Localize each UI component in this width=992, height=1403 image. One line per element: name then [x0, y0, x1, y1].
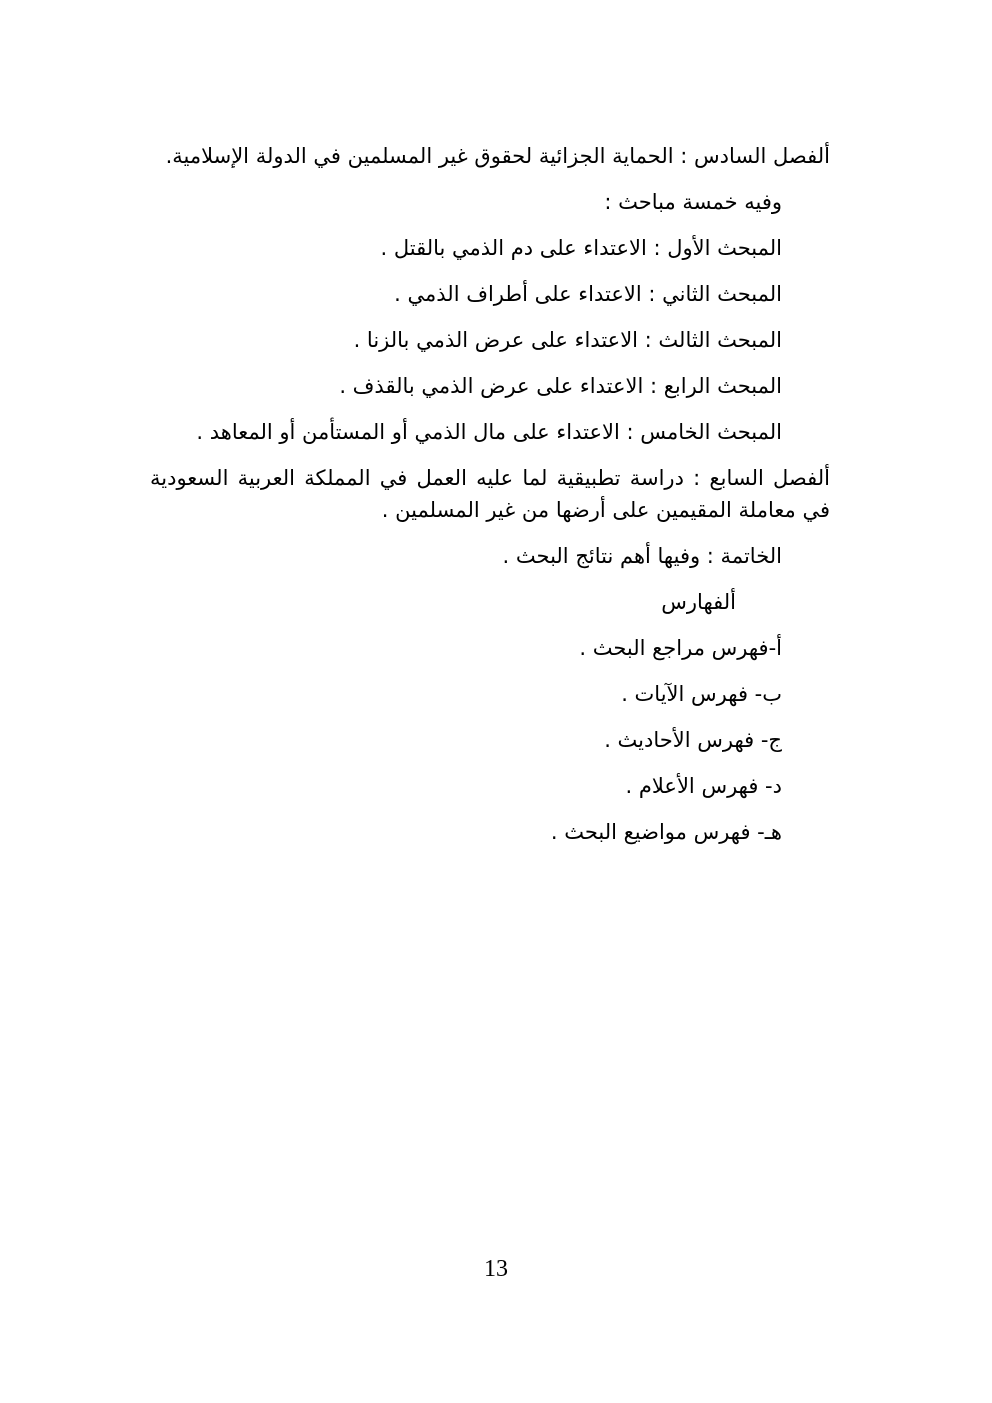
index-item: أ-فهرس مراجع البحث . — [579, 636, 782, 660]
conclusion: الخاتمة : وفيها أهم نتائج البحث . — [502, 544, 782, 568]
page-content — [150, 140, 830, 862]
index-item: ج- فهرس الأحاديث . — [604, 728, 782, 752]
section-4: المبحث الرابع : الاعتداء على عرض الذمي بالقذف . — [339, 374, 782, 398]
indexes-heading: ألفهارس — [661, 590, 736, 614]
section-2: المبحث الثاني : الاعتداء على أطراف الذمي . — [394, 282, 782, 306]
chapter-7-title: ألفصل السابع : دراسة تطبيقية لما عليه العمل في المملكة العربية السعودية في معاملة المقيمين على أرضها من غير المسلمين . — [150, 466, 830, 522]
section-1: المبحث الأول : الاعتداء على دم الذمي بالقتل . — [380, 236, 782, 260]
index-item: هـ- فهرس مواضيع البحث . — [550, 820, 782, 844]
chapter-6-title: ألفصل السادس : الحماية الجزائية لحقوق غير المسلمين في الدولة الإسلامية. — [165, 144, 830, 168]
chapter-6-intro: وفيه خمسة مباحث : — [604, 190, 782, 214]
section-3: المبحث الثالث : الاعتداء على عرض الذمي بالزنا . — [353, 328, 782, 352]
page-number: 13 — [484, 1256, 508, 1282]
index-item: ب- فهرس الآيات . — [621, 682, 782, 706]
section-5: المبحث الخامس : الاعتداء على مال الذمي أو المستأمن أو المعاهد . — [196, 420, 782, 444]
index-item: د- فهرس الأعلام . — [625, 774, 782, 798]
